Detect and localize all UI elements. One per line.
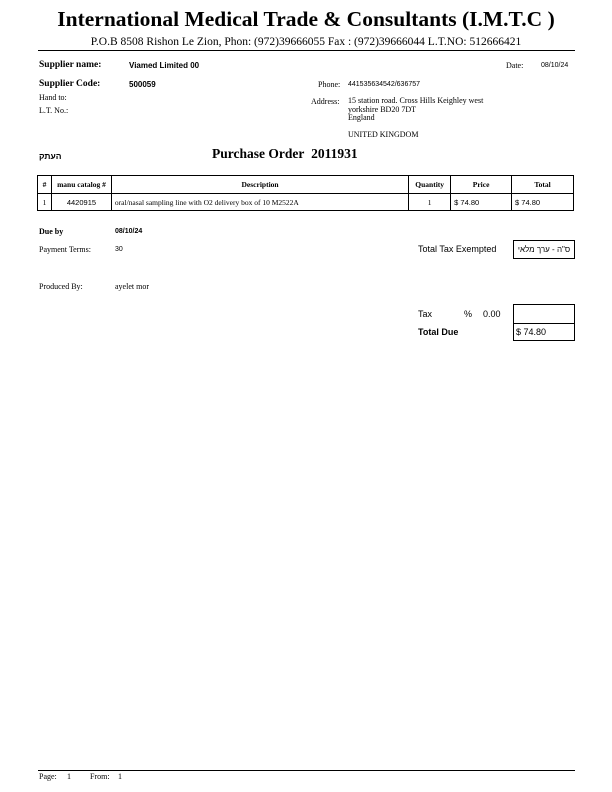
address-line: yorkshire BD20 7DT (348, 104, 416, 114)
total-due-label: Total Due (418, 327, 459, 337)
address-line: England (348, 113, 375, 122)
col-header-total: Total (512, 176, 574, 194)
tax-value-box (513, 304, 575, 324)
phone-label: Phone: (318, 80, 341, 89)
supplier-name-value: Viamed Limited 00 (129, 61, 200, 70)
header-divider (38, 50, 575, 51)
po-number: 2011931 (311, 146, 358, 161)
page-label: Page: (39, 772, 57, 781)
date-label: Date: (506, 61, 524, 70)
produced-by-label: Produced By: (39, 282, 83, 291)
table-row (38, 194, 574, 211)
phone-value: 441535634542/636757 (348, 81, 421, 88)
col-header-description: Description (111, 176, 408, 194)
col-header-number: # (38, 176, 52, 194)
tax-percent-sign: % (464, 309, 473, 319)
lt-no-label: L.T. No.: (39, 106, 69, 115)
tax-exempt-box: ס"ה - ערך מלאי (513, 240, 575, 259)
company-name: International Medical Trade & Consultants (I.M.T.C ) (57, 7, 555, 31)
date-value: 08/10/24 (541, 62, 569, 69)
cell-catalog: 4420915 (51, 194, 111, 211)
address-block (348, 97, 483, 123)
from-value: 1 (118, 772, 122, 781)
footer-divider (38, 770, 575, 771)
payment-terms-label: Payment Terms: (39, 245, 91, 254)
payment-terms-value: 30 (115, 246, 123, 253)
cell-total: $ 74.80 (512, 194, 574, 211)
supplier-code-value: 500059 (129, 80, 156, 89)
cell-quantity: 1 (409, 194, 451, 211)
copy-label: העתק (39, 151, 62, 161)
po-title (212, 146, 358, 162)
supplier-name-label: Supplier name: (39, 60, 102, 70)
address-country: UNITED KINGDOM (348, 130, 419, 139)
company-contact: P.O.B 8508 Rishon Le Zion, Phon: (972)39666055 Fax : (972)39666044 L.T.NO: 512666421 (90, 36, 522, 48)
hand-to-label: Hand to: (39, 93, 67, 102)
items-table (37, 175, 574, 211)
table-header-row (38, 176, 574, 194)
address-label: Address: (311, 97, 340, 106)
tax-exempt-label: Total Tax Exempted (418, 244, 497, 254)
col-header-catalog: manu catalog # (51, 176, 111, 194)
total-due-value: $ 74.80 (513, 323, 575, 341)
produced-by-value: ayelet mor (115, 282, 149, 291)
po-label: Purchase Order (212, 146, 305, 161)
col-header-quantity: Quantity (409, 176, 451, 194)
page-value: 1 (67, 772, 71, 781)
cell-price: $ 74.80 (451, 194, 512, 211)
cell-number: 1 (38, 194, 52, 211)
address-line: 15 station road. Cross Hills Keighley west (348, 96, 484, 105)
due-by-value: 08/10/24 (115, 228, 143, 235)
supplier-code-label: Supplier Code: (39, 79, 101, 89)
due-by-label: Due by (39, 227, 64, 236)
col-header-price: Price (451, 176, 512, 194)
tax-rate: 0.00 (483, 309, 501, 319)
tax-label: Tax (418, 309, 433, 319)
cell-description: oral/nasal sampling line with O2 delivery box of 10 M2522A (111, 194, 408, 211)
from-label: From: (90, 772, 110, 781)
